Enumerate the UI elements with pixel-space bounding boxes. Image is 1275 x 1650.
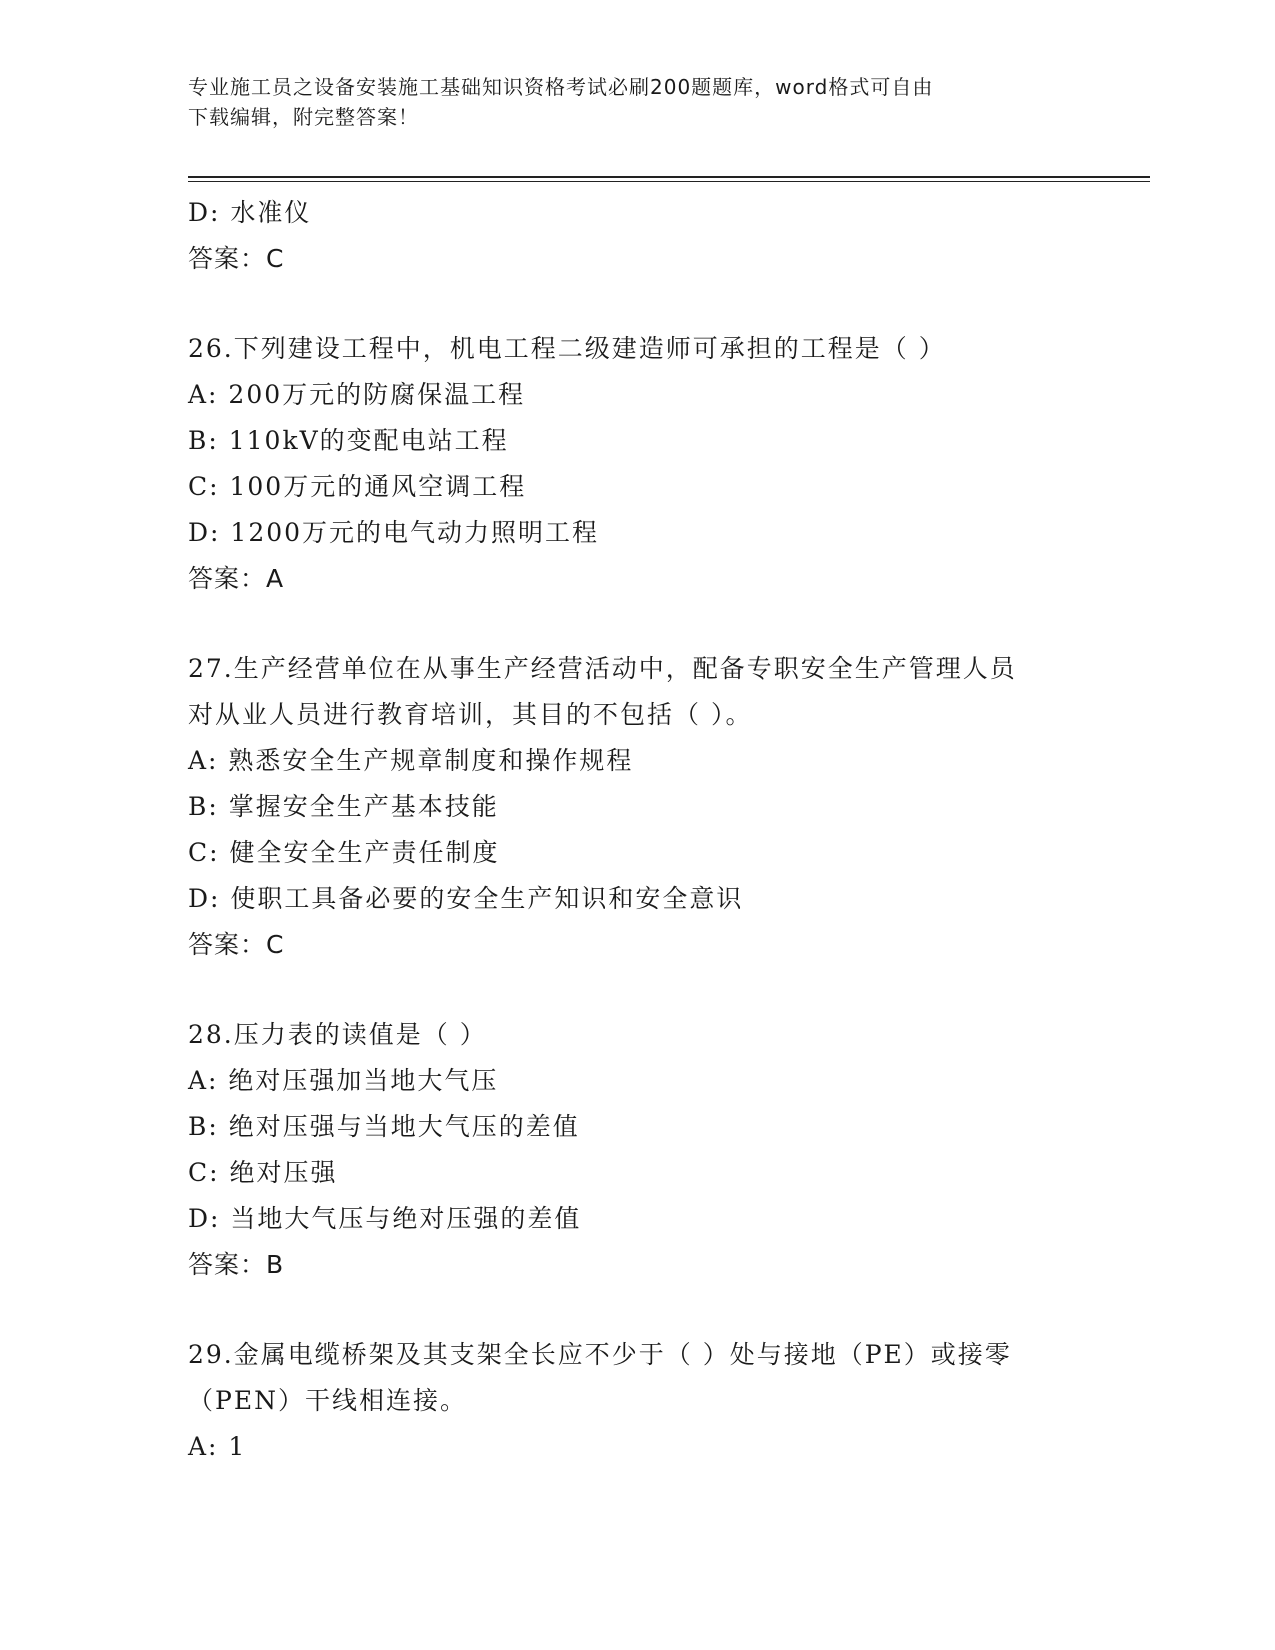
question-stem-line-1: 27.生产经营单位在从事生产经营活动中，配备专职安全生产管理人员 bbox=[188, 654, 1017, 683]
option-d: D: 1200万元的电气动力照明工程 bbox=[188, 518, 600, 547]
option-a: A: 1 bbox=[188, 1432, 247, 1461]
option-c: C: 绝对压强 bbox=[188, 1158, 338, 1187]
option-c: C: 健全安全生产责任制度 bbox=[188, 838, 500, 867]
question-27 bbox=[188, 646, 1088, 968]
question-25-tail bbox=[188, 190, 1088, 282]
option-d: D: 当地大气压与绝对压强的差值 bbox=[188, 1204, 582, 1233]
option-a: A: 绝对压强加当地大气压 bbox=[188, 1066, 499, 1095]
document-header bbox=[188, 72, 1088, 132]
header-divider-thin bbox=[188, 181, 1150, 182]
option-b: B: 掌握安全生产基本技能 bbox=[188, 792, 499, 821]
question-stem-line-1: 29.金属电缆桥架及其支架全长应不少于（ ）处与接地（PE）或接零 bbox=[188, 1340, 1012, 1369]
header-divider-thick bbox=[188, 176, 1150, 178]
answer: 答案：A bbox=[188, 564, 285, 593]
header-line-2: 下载编辑，附完整答案！ bbox=[188, 105, 419, 129]
question-28 bbox=[188, 1012, 1088, 1288]
question-stem-line-2: 对从业人员进行教育培训，其目的不包括（ ）。 bbox=[188, 700, 753, 729]
answer: 答案：C bbox=[188, 244, 285, 273]
question-stem-line-2: （PEN）干线相连接。 bbox=[188, 1386, 467, 1415]
option-d: D: 水准仪 bbox=[188, 198, 312, 227]
option-b: B: 绝对压强与当地大气压的差值 bbox=[188, 1112, 580, 1141]
option-b: B: 110kV的变配电站工程 bbox=[188, 426, 509, 455]
header-line-1: 专业施工员之设备安装施工基础知识资格考试必刷200题题库，word格式可自由 bbox=[188, 75, 934, 99]
option-d: D: 使职工具备必要的安全生产知识和安全意识 bbox=[188, 884, 744, 913]
option-a: A: 熟悉安全生产规章制度和操作规程 bbox=[188, 746, 634, 775]
question-stem: 26.下列建设工程中，机电工程二级建造师可承担的工程是（ ） bbox=[188, 334, 946, 363]
option-c: C: 100万元的通风空调工程 bbox=[188, 472, 527, 501]
question-stem: 28.压力表的读值是（ ） bbox=[188, 1020, 487, 1049]
answer: 答案：C bbox=[188, 930, 285, 959]
question-list bbox=[188, 190, 1088, 1470]
question-29 bbox=[188, 1332, 1088, 1470]
option-a: A: 200万元的防腐保温工程 bbox=[188, 380, 526, 409]
answer: 答案：B bbox=[188, 1250, 285, 1279]
question-26 bbox=[188, 326, 1088, 602]
